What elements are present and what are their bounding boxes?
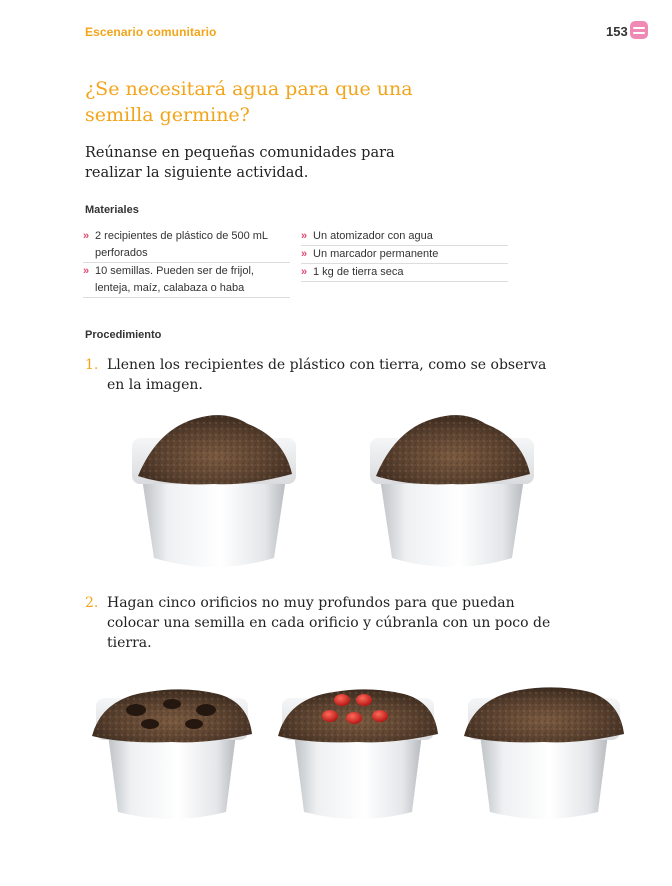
soil-cup-with-seeds-image [274,684,442,824]
material-item: » 1 kg de tierra seca [301,264,508,282]
soil-cup-covered-image [460,684,628,824]
book-icon [630,21,648,39]
materials-list-left [83,228,290,298]
materials-list-right [301,228,508,282]
procedure-step-1 [85,355,565,395]
step-number: 1. [85,357,99,373]
procedure-step-2 [85,593,565,653]
procedure-heading: Procedimiento [85,329,162,341]
arrow-bullet-icon: » [83,265,90,277]
material-item: » 2 recipientes de plástico de 500 mL perforados [83,228,290,263]
step-text: Hagan cinco orificios no muy profundos para que puedan colocar una semilla en cada orificio y cúbranla con un poco de tierra. [107,595,551,651]
material-item: » 10 semillas. Pueden ser de frijol, lenteja, maíz, calabaza o haba [83,263,290,298]
page-number: 153 [606,24,628,39]
page-title: ¿Se necesitará agua para que una semilla germine? [85,78,413,126]
step-number: 2. [85,595,99,611]
intro-text: Reúnanse en pequeñas comunidades para realizar la siguiente actividad. [85,145,395,181]
material-item: » Un atomizador con agua [301,228,508,246]
arrow-bullet-icon: » [301,230,308,242]
materials-heading: Materiales [85,204,139,216]
soil-cup-with-holes-image [88,684,256,824]
step-text: Llenen los recipientes de plástico con tierra, como se observa en la imagen. [107,357,547,393]
arrow-bullet-icon: » [83,230,90,242]
material-item: » Un marcador permanente [301,246,508,264]
arrow-bullet-icon: » [301,266,308,278]
section-header: Escenario comunitario [85,25,217,39]
soil-cup-image [128,408,300,573]
soil-cup-image [366,408,538,573]
arrow-bullet-icon: » [301,248,308,260]
